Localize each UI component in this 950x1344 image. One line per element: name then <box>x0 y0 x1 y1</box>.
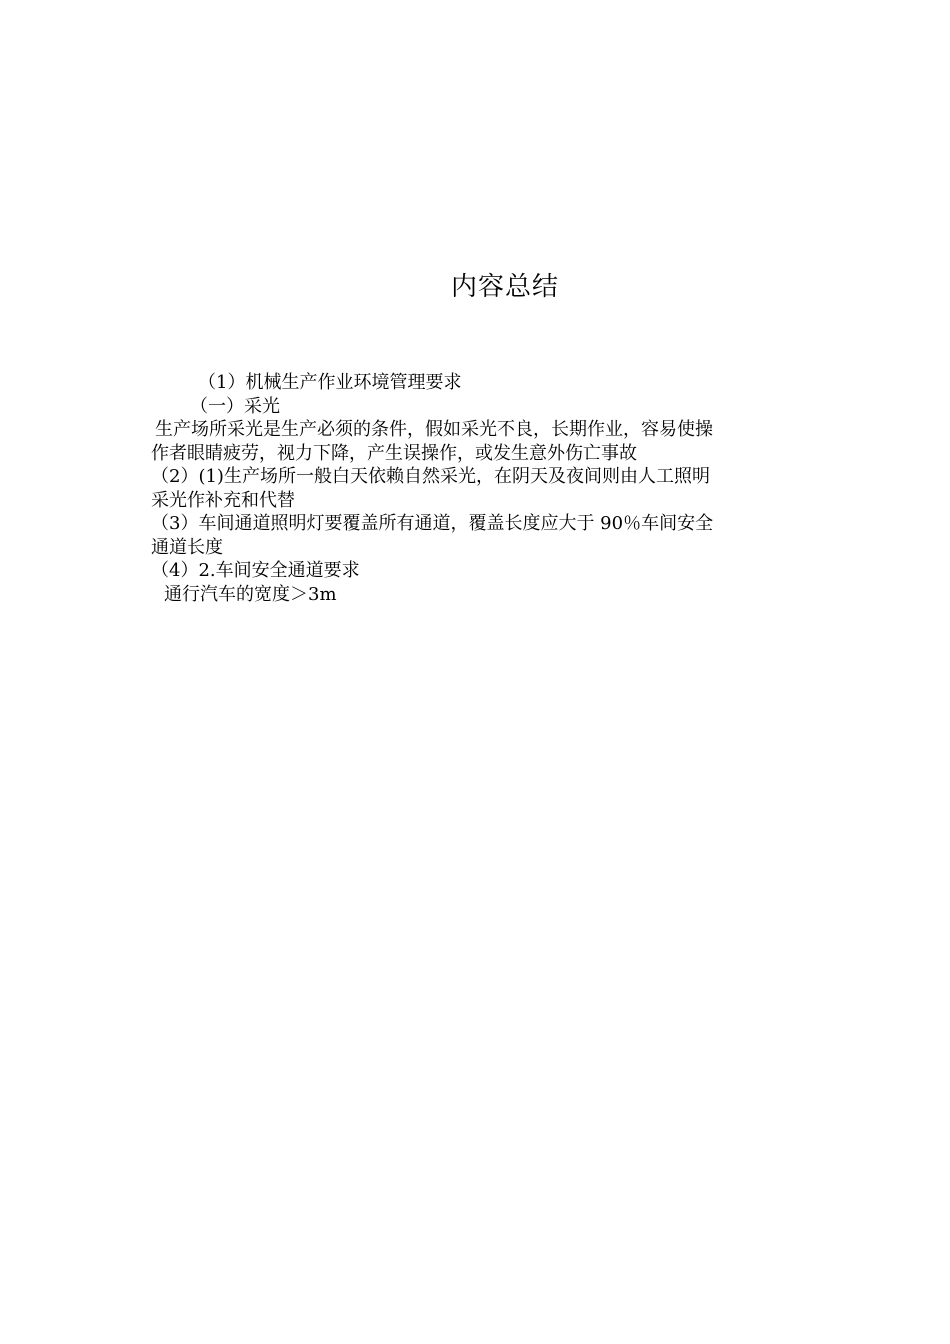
paragraph-line-6: 通道长度 <box>151 536 223 558</box>
paragraph-line-4: 采光作补充和代替 <box>151 489 295 511</box>
document-title: 内容总结 <box>450 272 559 302</box>
subsection-heading-lighting: （一）采光 <box>190 395 280 417</box>
paragraph-line-8: 通行汽车的宽度＞3m <box>164 583 337 605</box>
paragraph-line-2: 作者眼睛疲劳，视力下降，产生误操作，或发生意外伤亡事故 <box>151 442 637 464</box>
paragraph-line-5: （3）车间通道照明灯要覆盖所有通道，覆盖长度应大于 90％车间安全 <box>151 513 714 534</box>
section-heading-1: （1）机械生产作业环境管理要求 <box>198 372 462 393</box>
document-body <box>151 371 811 606</box>
paragraph-line-1: 生产场所采光是生产必须的条件，假如采光不良，长期作业，容易使操 <box>155 419 713 440</box>
paragraph-line-3: （2）(1)生产场所一般白天依赖自然采光，在阴天及夜间则由人工照明 <box>151 466 710 487</box>
paragraph-line-7: （4）2.车间安全通道要求 <box>151 560 360 581</box>
